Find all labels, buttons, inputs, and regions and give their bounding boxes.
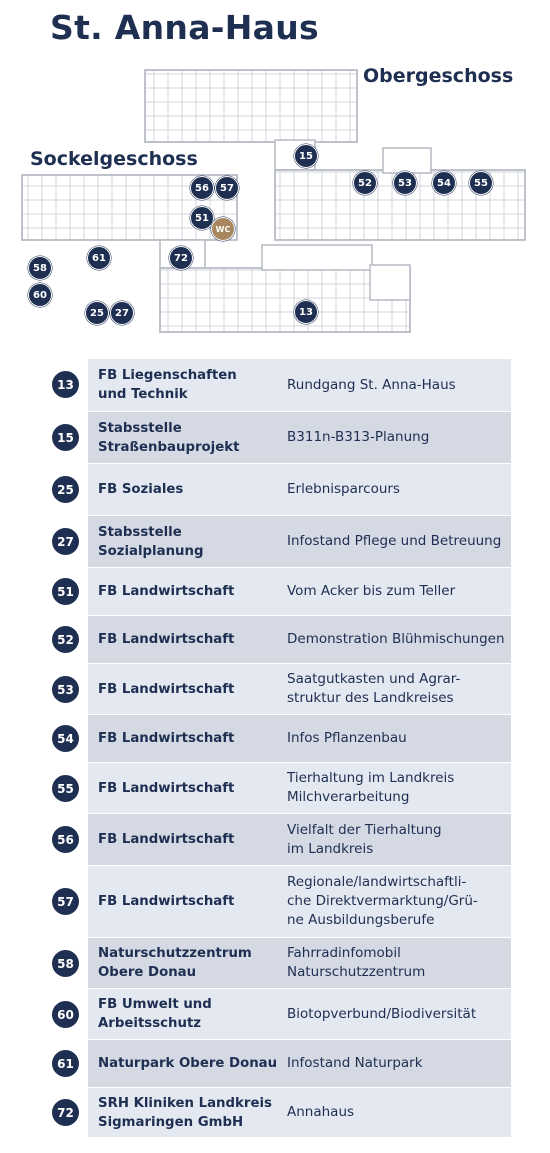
map-pin-51[interactable]: 51 bbox=[190, 206, 214, 230]
map-pin-60[interactable]: 60 bbox=[28, 283, 52, 307]
station-topic: Demonstration Blühmischungen bbox=[287, 631, 505, 647]
station-topic: Infos Pflanzenbau bbox=[287, 730, 407, 746]
station-number-badge: 13 bbox=[52, 371, 79, 398]
legend-row bbox=[0, 664, 550, 714]
map-pin-72[interactable]: 72 bbox=[169, 246, 193, 270]
organisation-name: FB Soziales bbox=[98, 482, 184, 497]
map-pin-52[interactable]: 52 bbox=[353, 171, 377, 195]
station-topic: Saatgutkasten und Agrar- struktur des Landkreises bbox=[287, 671, 461, 706]
map-pin-55[interactable]: 55 bbox=[469, 171, 493, 195]
station-topic: B311n-B313-Planung bbox=[287, 429, 430, 445]
map-pin-58[interactable]: 58 bbox=[28, 256, 52, 280]
map-pin-15[interactable]: 15 bbox=[294, 144, 318, 168]
legend-row bbox=[0, 989, 550, 1039]
station-topic: Fahrradinfomobil Naturschutzzentrum bbox=[287, 945, 426, 980]
station-number-badge: 57 bbox=[52, 888, 79, 915]
station-topic: Vielfalt der Tierhaltung im Landkreis bbox=[287, 821, 442, 857]
legend-row bbox=[0, 1040, 550, 1087]
wc-icon: WC bbox=[211, 217, 235, 241]
legend-row bbox=[0, 866, 550, 937]
legend-row bbox=[0, 568, 550, 615]
floor-plan-drawing bbox=[0, 60, 550, 350]
station-number-badge: 25 bbox=[52, 476, 79, 503]
station-number-badge: 27 bbox=[52, 528, 79, 555]
station-topic: Infostand Naturpark bbox=[287, 1055, 423, 1071]
station-number-badge: 55 bbox=[52, 775, 79, 802]
station-topic: Biotopverbund/Biodiversität bbox=[287, 1005, 477, 1022]
station-number-badge: 58 bbox=[52, 950, 79, 977]
station-number-badge: 51 bbox=[52, 578, 79, 605]
map-pin-27[interactable]: 27 bbox=[110, 301, 134, 325]
map-pin-54[interactable]: 54 bbox=[432, 171, 456, 195]
page-title: St. Anna-Haus bbox=[50, 8, 319, 47]
organisation-name: FB Landwirtschaft bbox=[98, 681, 235, 697]
legend-row bbox=[0, 715, 550, 762]
station-number-badge: 15 bbox=[52, 424, 79, 451]
organisation-name: FB Landwirtschaft bbox=[98, 584, 235, 599]
station-topic: Rundgang St. Anna-Haus bbox=[287, 376, 456, 393]
floor-label-basement: Sockelgeschoss bbox=[30, 148, 198, 170]
floor-plan-map bbox=[0, 60, 550, 350]
station-number-badge: 53 bbox=[52, 676, 79, 703]
organisation-name: Naturschutzzentrum Obere Donau bbox=[98, 946, 252, 980]
organisation-name: Stabsstelle Sozialplanung bbox=[98, 524, 204, 559]
organisation-name: FB Landwirtschaft bbox=[98, 632, 235, 647]
map-pin-56[interactable]: 56 bbox=[190, 176, 214, 200]
station-number-badge: 52 bbox=[52, 626, 79, 653]
station-topic: Erlebnisparcours bbox=[287, 481, 400, 497]
organisation-name: FB Landwirtschaft bbox=[98, 832, 235, 847]
map-pin-13[interactable]: 13 bbox=[294, 300, 318, 324]
legend-row bbox=[0, 763, 550, 813]
organisation-name: FB Landwirtschaft bbox=[98, 780, 235, 796]
station-number-badge: 54 bbox=[52, 725, 79, 752]
legend-row bbox=[0, 814, 550, 865]
station-number-badge: 61 bbox=[52, 1050, 79, 1077]
legend-row bbox=[0, 359, 550, 411]
organisation-name: FB Landwirtschaft bbox=[98, 731, 235, 746]
legend-row bbox=[0, 938, 550, 988]
map-pin-25[interactable]: 25 bbox=[85, 301, 109, 325]
legend-row bbox=[0, 516, 550, 567]
station-number-badge: 60 bbox=[52, 1001, 79, 1028]
organisation-name: SRH Kliniken Landkreis Sigmaringen GmbH bbox=[98, 1095, 272, 1130]
station-topic: Annahaus bbox=[287, 1104, 355, 1120]
station-number-badge: 56 bbox=[52, 826, 79, 853]
organisation-name: FB Umwelt und Arbeitsschutz bbox=[98, 997, 212, 1031]
map-pin-53[interactable]: 53 bbox=[393, 171, 417, 195]
station-topic: Regionale/landwirtschaftli- che Direktvermarktung/Grü- ne Ausbildungsberufe bbox=[287, 874, 478, 928]
station-topic: Infostand Pflege und Betreuung bbox=[287, 533, 502, 549]
legend-row bbox=[0, 464, 550, 515]
map-pin-57[interactable]: 57 bbox=[215, 176, 239, 200]
station-topic: Vom Acker bis zum Teller bbox=[287, 583, 456, 599]
organisation-name: Naturpark Obere Donau bbox=[98, 1056, 278, 1071]
floor-label-upper: Obergeschoss bbox=[363, 65, 514, 87]
legend-row bbox=[0, 1088, 550, 1137]
legend-row bbox=[0, 616, 550, 663]
organisation-name: Stabsstelle Straßenbauprojekt bbox=[98, 420, 240, 455]
station-number-badge: 72 bbox=[52, 1099, 79, 1126]
map-pin-61[interactable]: 61 bbox=[87, 246, 111, 270]
organisation-name: FB Landwirtschaft bbox=[98, 894, 235, 909]
organisation-name: FB Liegenschaften und Technik bbox=[98, 368, 237, 402]
legend-row bbox=[0, 412, 550, 463]
station-topic: Tierhaltung im Landkreis Milchverarbeitung bbox=[287, 770, 455, 805]
